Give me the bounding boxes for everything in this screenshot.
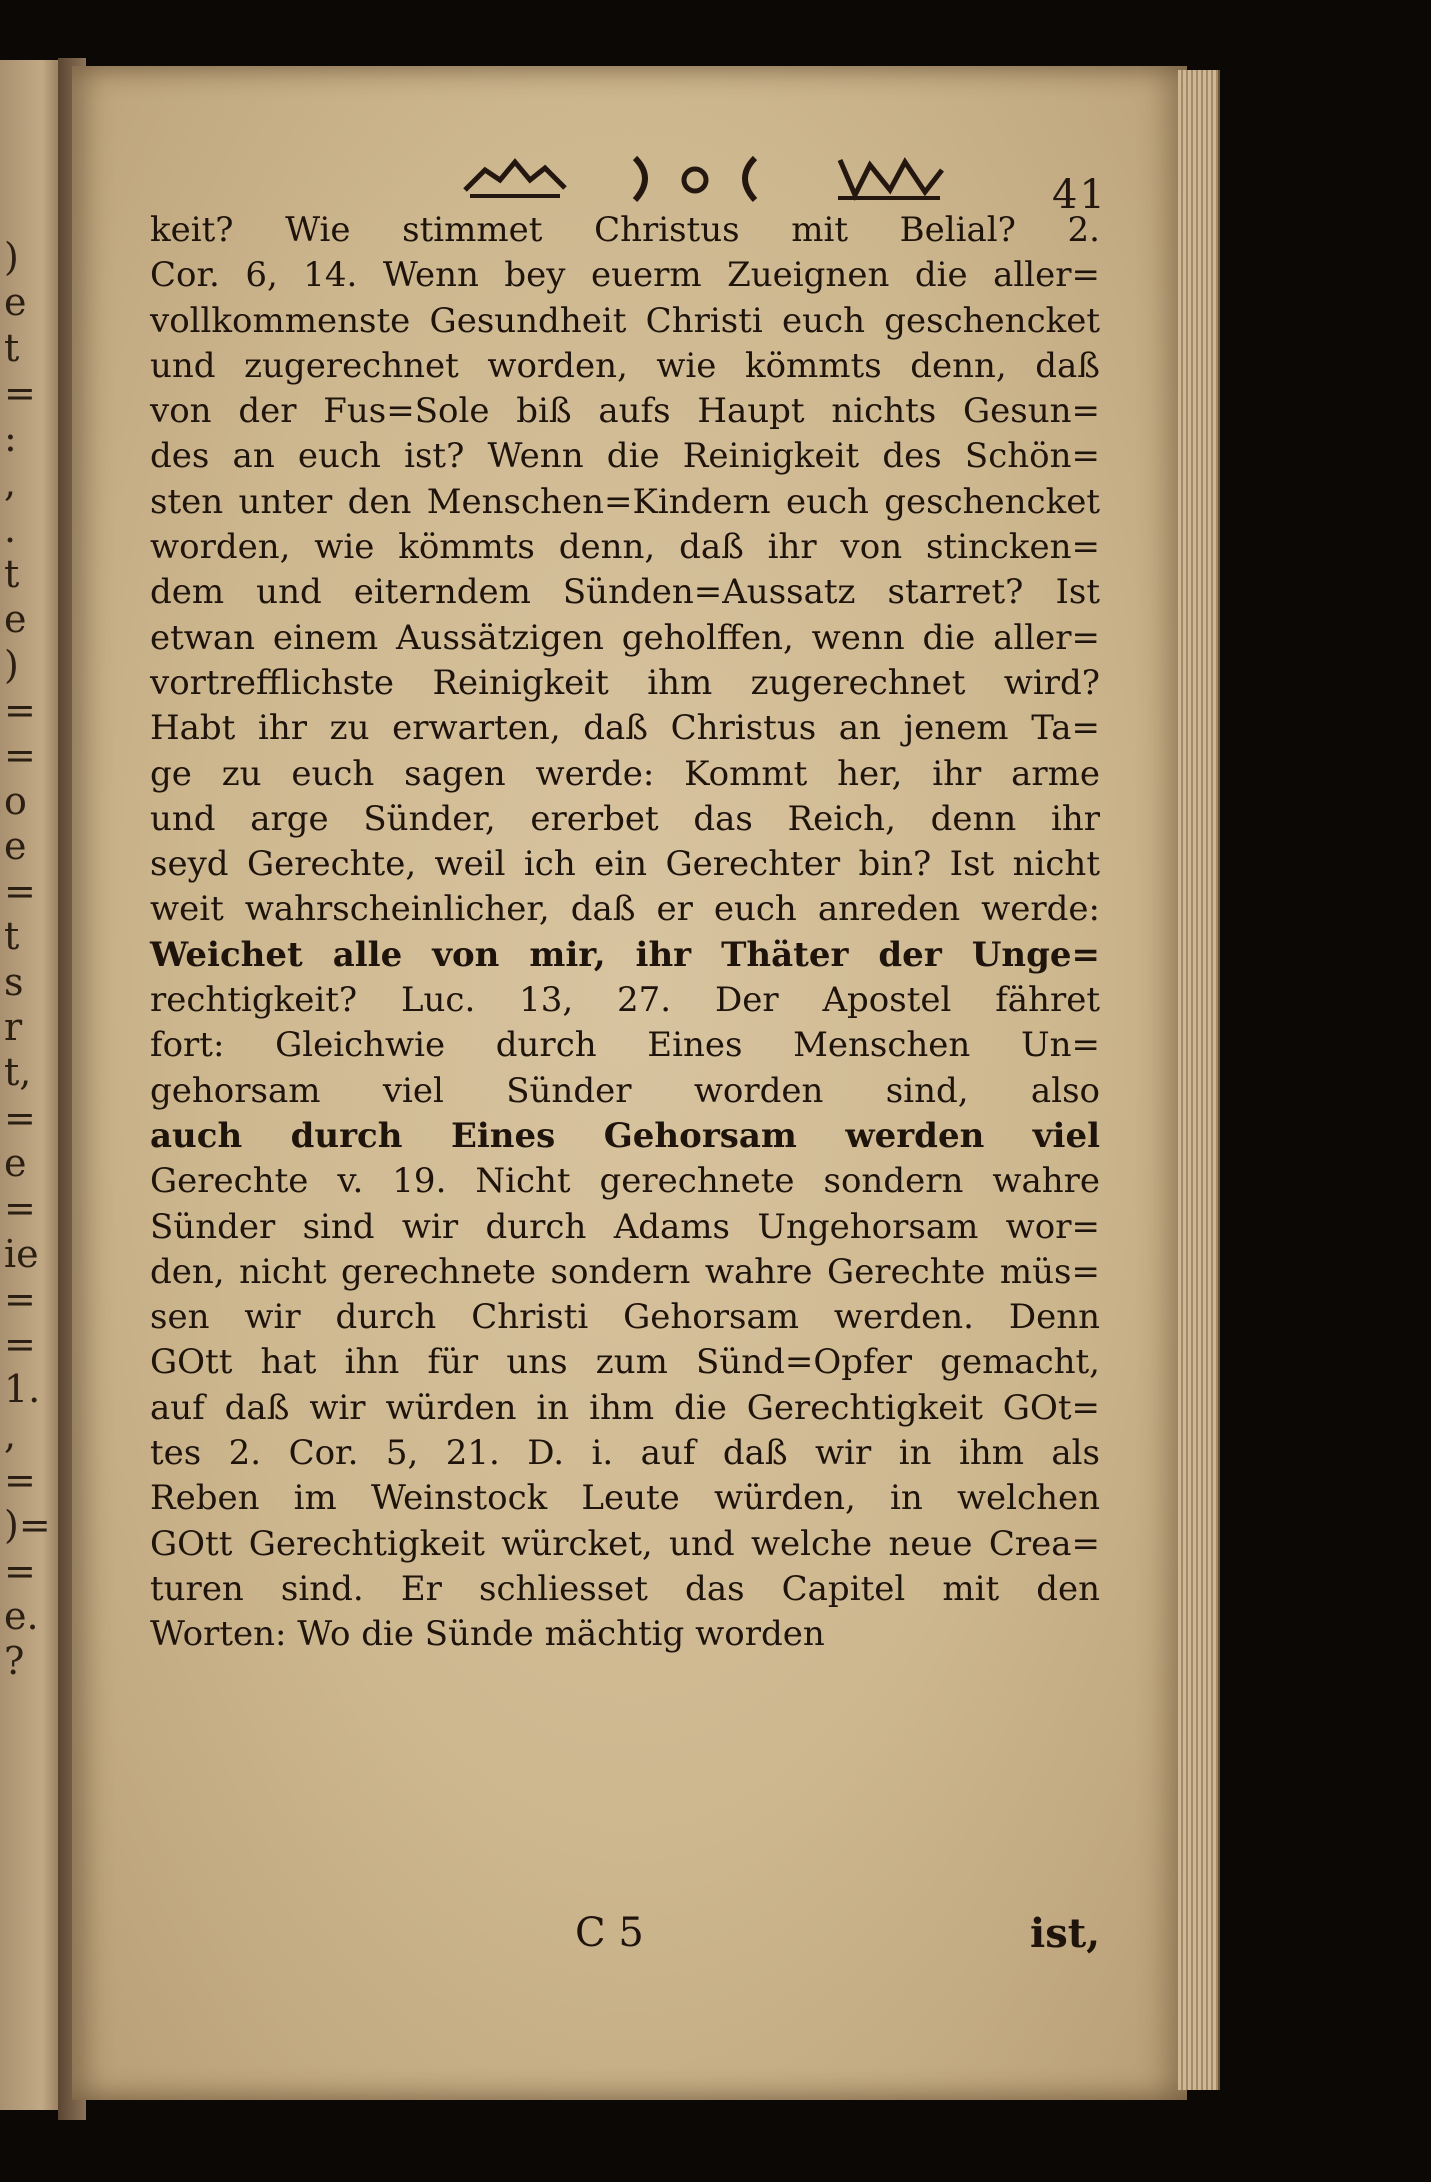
left-page-fragment: )= — [4, 1503, 51, 1548]
text-line: Gerechte v. 19. Nicht gerechnete sondern wahre — [150, 1161, 1100, 1202]
center-ornament-icon — [620, 150, 770, 206]
signature-mark: C 5 — [575, 1910, 644, 1956]
text-line: sen wir durch Christi Gehorsam werden. Denn — [150, 1297, 1100, 1338]
left-page-fragment: ? — [4, 1639, 25, 1684]
left-page-fragment: = — [4, 370, 36, 415]
text-line: und zugerechnet worden, wie kömmts denn, daß — [150, 345, 1100, 386]
text-line: Cor. 6, 14. Wenn bey euerm Zueignen die aller= — [150, 255, 1100, 296]
text-line: sten unter den Menschen=Kindern euch geschencket — [150, 481, 1100, 522]
text-line: Worten: Wo die Sünde mächtig worden — [150, 1614, 825, 1655]
left-page-fragment: . — [4, 506, 17, 551]
text-line: auf daß wir würden in ihm die Gerechtigkeit GOt= — [150, 1387, 1100, 1428]
left-page-fragment: t — [4, 325, 20, 370]
text-line: worden, wie kömmts denn, daß ihr von stincken= — [150, 527, 1100, 568]
left-page-fragment: ) — [4, 642, 19, 687]
text-line: seyd Gerechte, weil ich ein Gerechter bin? Ist nicht — [150, 844, 1100, 885]
left-page-fragment: = — [4, 1548, 36, 1593]
text-line: fort: Gleichwie durch Eines Menschen Un= — [150, 1025, 1100, 1066]
text-line: weit wahrscheinlicher, daß er euch anreden werde: — [150, 889, 1100, 930]
text-line: ge zu euch sagen werde: Kommt her, ihr arme — [150, 753, 1100, 794]
left-page-fragment: = — [4, 733, 36, 778]
left-ornament-icon — [460, 150, 570, 206]
left-page-fragment: e. — [4, 1593, 39, 1638]
left-page-fragment: : — [4, 416, 17, 461]
left-page-fragment: = — [4, 1322, 36, 1367]
left-page-fragment: e — [4, 1140, 27, 1185]
page-edges — [1178, 70, 1220, 2090]
right-ornament-icon — [830, 150, 950, 206]
left-page-fragment: , — [4, 461, 17, 506]
text-line: Reben im Weinstock Leute würden, in welchen — [150, 1478, 1100, 1519]
catchword: ist, — [1030, 1910, 1101, 1957]
text-line: gehorsam viel Sünder worden sind, also — [150, 1070, 1100, 1111]
left-page-fragment: t — [4, 914, 20, 959]
text-line: dem und eiterndem Sünden=Aussatz starret? Ist — [150, 572, 1100, 613]
text-line: GOtt hat ihn für uns zum Sünd=Opfer gemacht, — [150, 1342, 1100, 1383]
text-line: Weichet alle von mir, ihr Thäter der Unge= — [150, 934, 1100, 975]
left-page-fragment: , — [4, 1412, 17, 1457]
left-page-fragment: = — [4, 869, 36, 914]
text-line: vollkommenste Gesundheit Christi euch geschencket — [150, 300, 1100, 341]
left-page-fragment: ) — [4, 235, 19, 279]
text-line: rechtigkeit? Luc. 13, 27. Der Apostel fähret — [150, 980, 1100, 1021]
page-number: 41 — [1052, 172, 1107, 218]
left-page-fragment: e — [4, 597, 27, 642]
text-line: und arge Sünder, ererbet das Reich, denn ihr — [150, 798, 1100, 839]
left-page-text-fragments — [4, 235, 64, 1685]
text-line: etwan einem Aussätzigen geholffen, wenn die aller= — [150, 617, 1100, 658]
left-page-fragment: e — [4, 280, 27, 325]
text-line: GOtt Gerechtigkeit würcket, und welche neue Crea= — [150, 1523, 1100, 1564]
left-page-fragment: r — [4, 1005, 23, 1050]
left-page-fragment: t — [4, 552, 20, 597]
text-line: tes 2. Cor. 5, 21. D. i. auf daß wir in ihm als — [150, 1433, 1100, 1474]
left-page-fragment: = — [4, 1186, 36, 1231]
text-line: des an euch ist? Wenn die Reinigkeit des Schön= — [150, 436, 1100, 477]
text-line: von der Fus=Sole biß aufs Haupt nichts Gesun= — [150, 391, 1100, 432]
left-page-fragment: s — [4, 959, 24, 1004]
left-page-fragment: t, — [4, 1050, 32, 1095]
text-line: turen sind. Er schliesset das Capitel mit den — [150, 1568, 1100, 1609]
left-page-fragment: = — [4, 1458, 36, 1503]
text-line: Habt ihr zu erwarten, daß Christus an jenem Ta= — [150, 708, 1100, 749]
left-page-fragment: = — [4, 687, 36, 732]
left-page-fragment: ie — [4, 1231, 39, 1276]
left-page-fragment: 1. — [4, 1367, 41, 1412]
page-body-text — [150, 208, 1100, 1658]
text-line: keit? Wie stimmet Christus mit Belial? 2. — [150, 210, 1100, 250]
text-line: vortrefflichste Reinigkeit ihm zugerechnet wird? — [150, 662, 1100, 703]
text-line: Sünder sind wir durch Adams Ungehorsam wor= — [150, 1206, 1100, 1247]
left-page-fragment: e — [4, 823, 27, 868]
left-page-fragment: o — [4, 778, 27, 823]
text-line: den, nicht gerechnete sondern wahre Gerechte müs= — [150, 1251, 1100, 1292]
text-line: auch durch Eines Gehorsam werden viel — [150, 1115, 1100, 1156]
left-page-fragment: = — [4, 1276, 36, 1321]
left-page-fragment: = — [4, 1095, 36, 1140]
page-header — [460, 150, 980, 206]
